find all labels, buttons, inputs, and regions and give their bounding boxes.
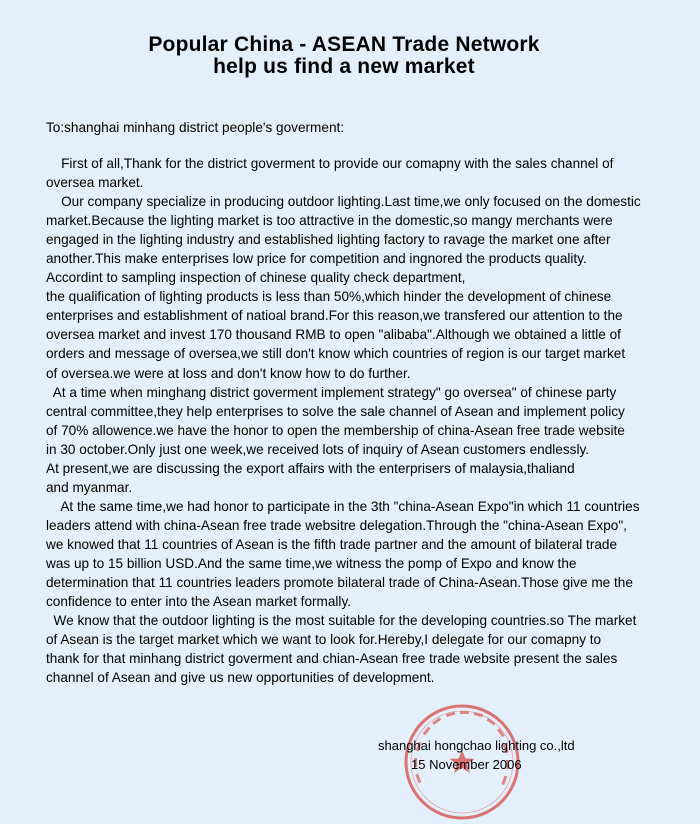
body-line: At present,we are discussing the export affairs with the enterprisers of malaysia,thaliand <box>46 460 575 476</box>
body-line: Accordint to sampling inspection of chinese quality check department, <box>46 270 466 286</box>
body-line: and myanmar. <box>46 479 133 495</box>
body-line: market.Because the lighting market is too attractive in the domestic,so mangy merchants were <box>46 213 613 229</box>
title-line-1: Popular China - ASEAN Trade Network <box>148 33 540 56</box>
body-line: leaders attend with china-Asean free trade websitre delegation.Through the "china-Asean Expo", <box>46 517 627 533</box>
body-line: enterprises and establishment of natioal brand.For this reason,we transfered our attention to the <box>46 308 623 324</box>
body-line: we knowed that 11 countries of Asean is the fifth trade partner and the amount of bilateral trade <box>46 536 618 552</box>
body-line: engaged in the lighting industry and established lighting factory to ravage the market one after <box>46 232 611 248</box>
body-line: another.This make enterprises low price for competition and ingnored the products quality. <box>46 251 587 267</box>
body-line: of Asean is the target market which we want to look for.Hereby,I delegate for our comapny to <box>46 632 602 648</box>
salutation: To:shanghai minhang district people's goverment: <box>46 120 345 135</box>
body-line: First of all,Thank for the district goverment to provide our comapny with the sales channel of <box>46 156 614 171</box>
body-line: central committee,they help enterprises to solve the sale channel of Asean and implement policy <box>46 403 625 419</box>
body-line: oversea market. <box>46 175 144 191</box>
body-line: of oversea.we were at loss and don't know how to do further. <box>46 365 411 381</box>
body-line: was up to 15 billion USD.And the same time,we witness the pomp of Expo and know the <box>46 555 577 571</box>
body-line: Our company specialize in producing outdoor lighting.Last time,we only focused on the domestic <box>46 194 641 210</box>
signature-block <box>378 737 575 773</box>
body-line: the qualification of lighting products is less than 50%,which hinder the development of chinese <box>46 289 612 305</box>
body-line: We know that the outdoor lighting is the most suitable for the developing countries.so The market <box>46 613 637 629</box>
body-line: At the same time,we had honor to participate in the 3th "china-Asean Expo"in which 11 countries <box>46 498 640 514</box>
body-line: of 70% allowence.we have the honor to open the membership of china-Asean free trade website <box>46 422 625 438</box>
letter-body <box>46 154 686 687</box>
body-line: orders and message of oversea,we still don't know which countries of region is our target market <box>46 346 626 362</box>
body-line: At a time when minghang district goverment implement strategy" go oversea" of chinese party <box>46 384 617 400</box>
signature-company: shanghai hongchao lighting co.,ltd <box>378 738 575 753</box>
signature-date: 15 November 2006 <box>411 757 522 772</box>
page-title <box>0 34 688 78</box>
body-line: determination that 11 countries leaders promote bilateral trade of China-Asean.Those give me the <box>46 575 633 591</box>
body-line: channel of Asean and give us new opportunities of development. <box>46 670 435 686</box>
body-line: oversea market and invest 170 thousand RMB to open "alibaba".Although we obtained a little of <box>46 327 621 343</box>
body-line: confidence to enter into the Asean market formally. <box>46 594 352 610</box>
body-line: thank for that minhang district goverment and chian-Asean free trade website present the sales <box>46 651 618 667</box>
title-line-2: help us find a new market <box>213 55 475 78</box>
body-line: in 30 october.Only just one week,we received lots of inquiry of Asean customers endlessly. <box>46 441 590 457</box>
